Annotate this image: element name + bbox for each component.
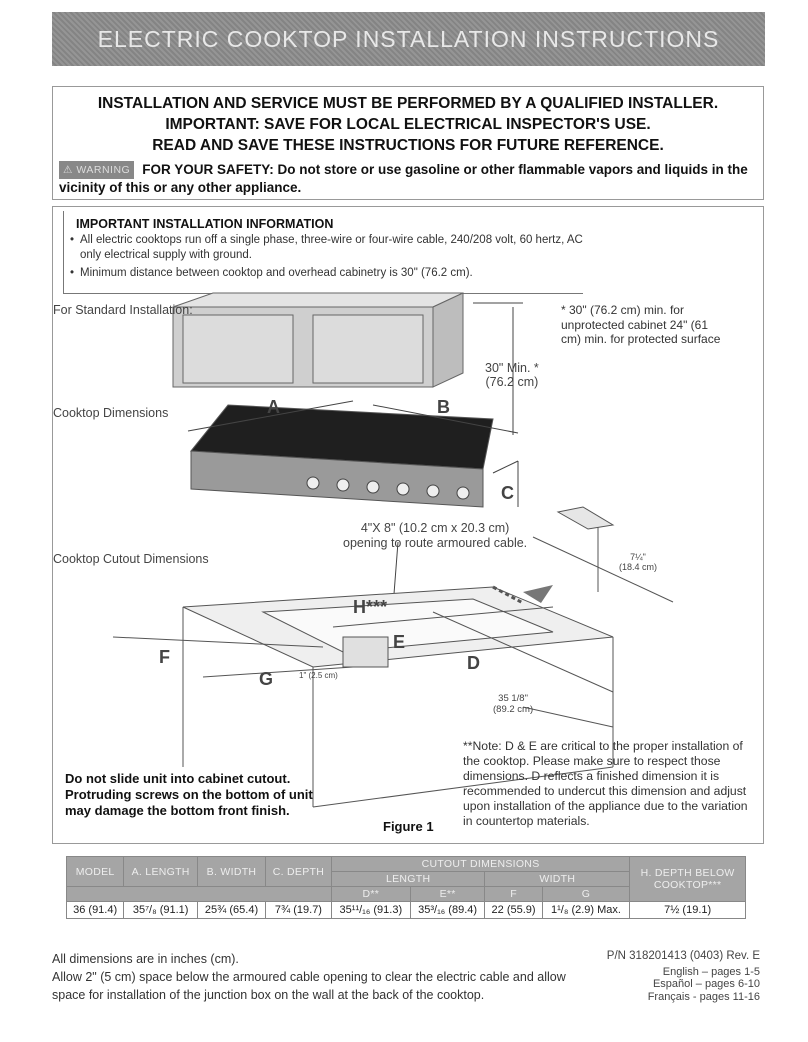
cell-h-depth: 7½ (19.1) [630,902,746,919]
blank-header [67,887,332,902]
footer-meta [607,950,760,1003]
critical-dimensions-note: **Note: D & E are critical to the proper installation of the cooktop. Please make sure to respect those dimensions. D reflects a finished dimension it is recommended to undercut this dimension and adjust upon installation of the appliance due to the variation in countertop materials. [463,739,748,828]
cooktop-illustration [191,405,493,507]
dimension-h-label: H*** [353,597,388,617]
width-dimension-label [493,693,533,715]
min-height-inch: 30" Min. * [485,361,539,375]
col-a-length: A. LENGTH [124,857,198,887]
lang-english: English – pages 1-5 [662,965,760,978]
dimensions-table [66,856,746,919]
junction-depth-cm: (18.4 cm) [619,562,658,572]
warning-text: FOR YOUR SAFETY: Do not store or use gasoline or other flammable vapors and liquids in the vicinity of this or any other appliance. [59,162,748,195]
cell-d: 35¹¹/₁₆ (91.3) [331,902,410,919]
junction-depth-inch: 7¼" [630,552,646,562]
col-cutout-group: CUTOUT DIMENSIONS [331,857,629,872]
installation-headings [53,93,763,156]
safety-box [52,86,764,200]
info-item-power: • All electric cooktops run off a single phase, three-wire or four-wire cable, 240/208 volt, 60 hertz, AC only electrical supply with ground. [68,233,583,263]
lip-dimension-label: 1" (2.5 cm) [299,671,338,680]
warning-badge-text: WARNING [76,164,131,176]
dimension-b-label: B [437,397,450,417]
min-clearance-note: * 30" (76.2 cm) min. for unprotected cabinet 24" (61 cm) min. for protected surface [561,303,721,346]
heading-save-reference: READ AND SAVE THESE INSTRUCTIONS FOR FUTURE REFERENCE. [152,137,664,154]
col-c-depth: C. DEPTH [266,857,332,887]
figure-box [52,206,764,844]
footer-units-note: All dimensions are in inches (cm). [52,952,239,966]
heading-save-inspector: IMPORTANT: SAVE FOR LOCAL ELECTRICAL INSPECTOR'S USE. [165,116,651,133]
heading-qualified-installer: INSTALLATION AND SERVICE MUST BE PERFORMED BY A QUALIFIED INSTALLER. [97,95,719,112]
width-dimension-inch: 35 1/8" [498,693,528,704]
col-model: MODEL [67,857,124,887]
col-f: F [485,887,542,902]
dimension-f-label: F [159,647,170,667]
col-b-width: B. WIDTH [198,857,266,887]
col-h-depth-line2: COOKTOP*** [653,879,722,891]
table-row [67,902,746,919]
warning-badge [59,161,134,179]
cable-opening-purpose: opening to route armoured cable. [343,536,528,550]
dimension-c-label: C [501,483,514,503]
warning-triangle-icon: ⚠ [63,164,73,176]
slide-warning: Do not slide unit into cabinet cutout. Protruding screws on the bottom of unit may damage the bottom front finish. [65,771,313,818]
cell-f: 22 (55.9) [485,902,542,919]
cutout-dimensions-label: Cooktop Cutout Dimensions [53,552,209,566]
dimension-d-label: D [467,653,480,673]
dimension-a-label: A [267,397,280,417]
info-item-clearance: • Minimum distance between cooktop and overhead cabinetry is 30" (76.2 cm). [68,266,583,281]
col-length-group: LENGTH [331,872,485,887]
col-e: E** [410,887,485,902]
document-banner: ELECTRIC COOKTOP INSTALLATION INSTRUCTIONS [52,12,765,66]
info-title: IMPORTANT INSTALLATION INFORMATION [76,217,334,231]
cell-c-depth: 7¾ (19.7) [266,902,332,919]
cell-model: 36 (91.4) [67,902,124,919]
footer-notes [52,950,572,1004]
cell-e: 35³/₁₆ (89.4) [410,902,485,919]
min-height-cm: (76.2 cm) [485,375,539,389]
part-number: P/N 318201413 (0403) Rev. E [606,950,760,962]
col-h-depth [630,857,746,902]
cable-opening-label [343,521,527,551]
cell-b-width: 25¾ (65.4) [198,902,266,919]
lang-spanish: Español – pages 6-10 [652,978,760,990]
cell-a-length: 35⁷/₈ (91.1) [124,902,198,919]
figure-caption: Figure 1 [383,819,434,834]
col-g: G [542,887,630,902]
junction-depth-label [619,552,657,572]
footer-clearance-note: Allow 2" (5 cm) space below the armoured cable opening to clear the electric cable and allow space for installation of the junction box on the wall at the back of the cooktop. [52,970,566,1002]
lang-french: Français - pages 11-16 [647,990,760,1003]
cell-g: 1¹/₈ (2.9) Max. [542,902,630,919]
dimension-g-label: G [259,669,274,689]
dimension-e-label: E [393,632,406,652]
width-dimension-cm: (89.2 cm) [493,704,534,715]
safety-warning [59,161,755,197]
overhead-cabinet [173,293,463,387]
standard-install-label: For Standard Installation: [53,303,193,317]
col-width-group: WIDTH [485,872,630,887]
col-h-depth-line1: H. DEPTH BELOW [640,867,735,879]
min-height-label [485,361,539,389]
cable-opening-size: 4"X 8" (10.2 cm x 20.3 cm) [360,521,510,535]
cooktop-dimensions-label: Cooktop Dimensions [53,406,169,420]
col-d: D** [331,887,410,902]
